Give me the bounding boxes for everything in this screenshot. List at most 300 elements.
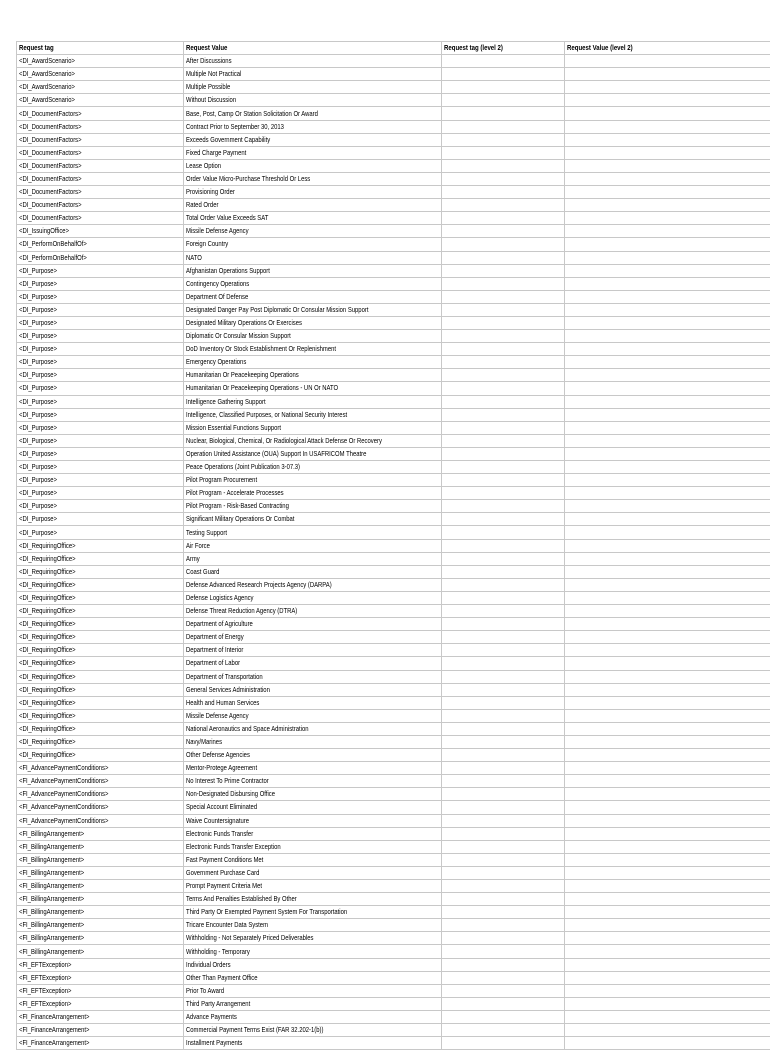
cell-request-tag: <DI_Purpose> <box>17 395 184 408</box>
cell-request-value: Peace Operations (Joint Publication 3-07.3) <box>184 461 442 474</box>
cell-request-tag-level-2 <box>442 303 565 316</box>
cell-request-value-level-2 <box>565 1010 770 1023</box>
cell-request-tag-level-2 <box>442 290 565 303</box>
table-row <box>17 1024 770 1037</box>
cell-request-tag-level-2 <box>442 880 565 893</box>
cell-request-tag-level-2 <box>442 1037 565 1050</box>
cell-request-value-level-2 <box>565 552 770 565</box>
cell-request-value-level-2 <box>565 840 770 853</box>
cell-request-tag-level-2 <box>442 893 565 906</box>
header-request-value: Request Value <box>184 42 442 55</box>
cell-request-value: Individual Orders <box>184 958 442 971</box>
cell-request-tag-level-2 <box>442 618 565 631</box>
cell-request-value-level-2 <box>565 801 770 814</box>
cell-request-tag-level-2 <box>442 461 565 474</box>
table-row <box>17 866 770 879</box>
table-row <box>17 657 770 670</box>
cell-request-tag: <FI_EFTException> <box>17 984 184 997</box>
cell-request-tag: <DI_RequiringOffice> <box>17 539 184 552</box>
cell-request-value: Withholding - Temporary <box>184 945 442 958</box>
cell-request-value: Intelligence, Classified Purposes, or National Security Interest <box>184 408 442 421</box>
table-row <box>17 447 770 460</box>
table-row <box>17 539 770 552</box>
cell-request-tag: <DI_Purpose> <box>17 513 184 526</box>
cell-request-value: Missile Defense Agency <box>184 709 442 722</box>
cell-request-value: Commercial Payment Terms Exist (FAR 32.202-1(b)) <box>184 1024 442 1037</box>
cell-request-value-level-2 <box>565 434 770 447</box>
cell-request-value-level-2 <box>565 539 770 552</box>
table-row <box>17 605 770 618</box>
cell-request-value: Pilot Program - Accelerate Processes <box>184 487 442 500</box>
cell-request-value-level-2 <box>565 1037 770 1050</box>
cell-request-tag: <DI_Purpose> <box>17 474 184 487</box>
cell-request-value-level-2 <box>565 395 770 408</box>
cell-request-tag-level-2 <box>442 670 565 683</box>
table-row <box>17 94 770 107</box>
cell-request-value-level-2 <box>565 107 770 120</box>
cell-request-tag-level-2 <box>442 945 565 958</box>
table-row <box>17 735 770 748</box>
cell-request-value: Fixed Charge Payment <box>184 146 442 159</box>
table-row <box>17 487 770 500</box>
cell-request-value: Exceeds Government Capability <box>184 133 442 146</box>
cell-request-value-level-2 <box>565 657 770 670</box>
cell-request-tag-level-2 <box>442 919 565 932</box>
cell-request-tag: <DI_DocumentFactors> <box>17 146 184 159</box>
cell-request-value-level-2 <box>565 251 770 264</box>
cell-request-value: Foreign Country <box>184 238 442 251</box>
cell-request-value: Emergency Operations <box>184 356 442 369</box>
cell-request-tag-level-2 <box>442 238 565 251</box>
cell-request-tag-level-2 <box>442 722 565 735</box>
cell-request-tag-level-2 <box>442 434 565 447</box>
cell-request-tag-level-2 <box>442 932 565 945</box>
cell-request-value-level-2 <box>565 945 770 958</box>
table-row <box>17 107 770 120</box>
table-row <box>17 565 770 578</box>
cell-request-tag-level-2 <box>442 369 565 382</box>
cell-request-tag-level-2 <box>442 958 565 971</box>
table-row <box>17 958 770 971</box>
cell-request-tag: <FI_BillingArrangement> <box>17 906 184 919</box>
cell-request-tag-level-2 <box>442 500 565 513</box>
cell-request-tag-level-2 <box>442 107 565 120</box>
table-row <box>17 919 770 932</box>
table-row <box>17 369 770 382</box>
cell-request-tag-level-2 <box>442 788 565 801</box>
cell-request-value-level-2 <box>565 330 770 343</box>
table-row <box>17 788 770 801</box>
cell-request-tag: <DI_RequiringOffice> <box>17 552 184 565</box>
cell-request-value: After Discussions <box>184 55 442 68</box>
cell-request-tag: <DI_RequiringOffice> <box>17 618 184 631</box>
table-row <box>17 81 770 94</box>
table-row <box>17 55 770 68</box>
table-row <box>17 513 770 526</box>
cell-request-tag: <FI_BillingArrangement> <box>17 840 184 853</box>
cell-request-value: Defense Logistics Agency <box>184 591 442 604</box>
cell-request-tag-level-2 <box>442 631 565 644</box>
cell-request-value: Missile Defense Agency <box>184 225 442 238</box>
cell-request-tag-level-2 <box>442 565 565 578</box>
table-row <box>17 971 770 984</box>
cell-request-tag-level-2 <box>442 81 565 94</box>
cell-request-value-level-2 <box>565 133 770 146</box>
cell-request-tag: <DI_Purpose> <box>17 316 184 329</box>
cell-request-tag: <DI_RequiringOffice> <box>17 696 184 709</box>
table-row <box>17 552 770 565</box>
cell-request-value: Humanitarian Or Peacekeeping Operations <box>184 369 442 382</box>
cell-request-value: Afghanistan Operations Support <box>184 264 442 277</box>
cell-request-value: Electronic Funds Transfer Exception <box>184 840 442 853</box>
cell-request-tag-level-2 <box>442 762 565 775</box>
cell-request-value: Multiple Possible <box>184 81 442 94</box>
cell-request-value-level-2 <box>565 212 770 225</box>
cell-request-value: Defense Advanced Research Projects Agency (DARPA) <box>184 578 442 591</box>
cell-request-tag: <DI_DocumentFactors> <box>17 107 184 120</box>
cell-request-tag: <DI_Purpose> <box>17 434 184 447</box>
cell-request-tag: <FI_BillingArrangement> <box>17 919 184 932</box>
cell-request-tag: <DI_RequiringOffice> <box>17 657 184 670</box>
cell-request-tag-level-2 <box>442 709 565 722</box>
table-row <box>17 827 770 840</box>
cell-request-tag: <FI_BillingArrangement> <box>17 827 184 840</box>
cell-request-tag: <DI_DocumentFactors> <box>17 186 184 199</box>
cell-request-tag-level-2 <box>442 984 565 997</box>
cell-request-tag: <FI_FinanceArrangement> <box>17 1024 184 1037</box>
cell-request-value-level-2 <box>565 316 770 329</box>
cell-request-value-level-2 <box>565 814 770 827</box>
cell-request-tag: <DI_Purpose> <box>17 264 184 277</box>
cell-request-tag-level-2 <box>442 827 565 840</box>
table-row <box>17 1010 770 1023</box>
cell-request-tag: <DI_Purpose> <box>17 447 184 460</box>
cell-request-tag: <DI_Purpose> <box>17 526 184 539</box>
cell-request-value: Army <box>184 552 442 565</box>
cell-request-value: National Aeronautics and Space Administration <box>184 722 442 735</box>
table-row <box>17 840 770 853</box>
cell-request-tag-level-2 <box>442 1010 565 1023</box>
table-row <box>17 68 770 81</box>
cell-request-value-level-2 <box>565 853 770 866</box>
cell-request-value-level-2 <box>565 474 770 487</box>
cell-request-tag: <DI_RequiringOffice> <box>17 709 184 722</box>
cell-request-tag: <DI_RequiringOffice> <box>17 722 184 735</box>
cell-request-value: Without Discussion <box>184 94 442 107</box>
cell-request-value: Mentor-Protege Agreement <box>184 762 442 775</box>
table-row <box>17 644 770 657</box>
cell-request-tag-level-2 <box>442 277 565 290</box>
cell-request-value: Special Account Eliminated <box>184 801 442 814</box>
cell-request-value-level-2 <box>565 172 770 185</box>
cell-request-value: Lease Option <box>184 159 442 172</box>
cell-request-tag: <FI_EFTException> <box>17 997 184 1010</box>
cell-request-value-level-2 <box>565 644 770 657</box>
cell-request-tag-level-2 <box>442 395 565 408</box>
cell-request-value-level-2 <box>565 618 770 631</box>
cell-request-tag: <DI_Purpose> <box>17 330 184 343</box>
table-row <box>17 395 770 408</box>
cell-request-value-level-2 <box>565 264 770 277</box>
table-row <box>17 461 770 474</box>
cell-request-value-level-2 <box>565 146 770 159</box>
cell-request-value-level-2 <box>565 55 770 68</box>
table-row <box>17 356 770 369</box>
cell-request-value-level-2 <box>565 238 770 251</box>
table-row <box>17 264 770 277</box>
cell-request-value-level-2 <box>565 670 770 683</box>
cell-request-value: Department of Transportation <box>184 670 442 683</box>
table-row <box>17 316 770 329</box>
cell-request-value: Navy/Marines <box>184 735 442 748</box>
cell-request-tag: <FI_AdvancePaymentConditions> <box>17 762 184 775</box>
cell-request-tag-level-2 <box>442 382 565 395</box>
cell-request-tag: <DI_Purpose> <box>17 277 184 290</box>
cell-request-tag: <DI_RequiringOffice> <box>17 591 184 604</box>
cell-request-value: Department of Interior <box>184 644 442 657</box>
cell-request-tag: <FI_FinanceArrangement> <box>17 1010 184 1023</box>
cell-request-value: Base, Post, Camp Or Station Solicitation Or Award <box>184 107 442 120</box>
cell-request-value-level-2 <box>565 526 770 539</box>
cell-request-value-level-2 <box>565 421 770 434</box>
cell-request-tag: <FI_BillingArrangement> <box>17 945 184 958</box>
cell-request-tag: <DI_DocumentFactors> <box>17 120 184 133</box>
cell-request-tag-level-2 <box>442 343 565 356</box>
cell-request-tag: <DI_RequiringOffice> <box>17 735 184 748</box>
cell-request-tag-level-2 <box>442 539 565 552</box>
cell-request-value-level-2 <box>565 997 770 1010</box>
cell-request-value-level-2 <box>565 919 770 932</box>
cell-request-tag: <DI_Purpose> <box>17 408 184 421</box>
cell-request-value: Other Defense Agencies <box>184 749 442 762</box>
cell-request-value-level-2 <box>565 565 770 578</box>
cell-request-value-level-2 <box>565 605 770 618</box>
cell-request-value-level-2 <box>565 461 770 474</box>
cell-request-tag: <DI_AwardScenario> <box>17 94 184 107</box>
table-row <box>17 709 770 722</box>
cell-request-value: Significant Military Operations Or Combat <box>184 513 442 526</box>
cell-request-value: Operation United Assistance (OUA) Support In USAFRICOM Theatre <box>184 447 442 460</box>
cell-request-tag-level-2 <box>442 853 565 866</box>
table-row <box>17 186 770 199</box>
cell-request-value: Advance Payments <box>184 1010 442 1023</box>
table-row <box>17 526 770 539</box>
cell-request-value: Coast Guard <box>184 565 442 578</box>
cell-request-value: Tricare Encounter Data System <box>184 919 442 932</box>
cell-request-tag: <FI_AdvancePaymentConditions> <box>17 814 184 827</box>
cell-request-value-level-2 <box>565 447 770 460</box>
cell-request-tag: <FI_BillingArrangement> <box>17 932 184 945</box>
cell-request-tag-level-2 <box>442 199 565 212</box>
cell-request-value-level-2 <box>565 906 770 919</box>
cell-request-tag: <DI_RequiringOffice> <box>17 578 184 591</box>
table-row <box>17 945 770 958</box>
cell-request-tag: <DI_RequiringOffice> <box>17 670 184 683</box>
cell-request-value-level-2 <box>565 958 770 971</box>
cell-request-value: Pilot Program - Risk-Based Contracting <box>184 500 442 513</box>
cell-request-value: Diplomatic Or Consular Mission Support <box>184 330 442 343</box>
cell-request-value-level-2 <box>565 880 770 893</box>
cell-request-value-level-2 <box>565 827 770 840</box>
table-row <box>17 225 770 238</box>
cell-request-tag: <DI_AwardScenario> <box>17 81 184 94</box>
cell-request-value: Installment Payments <box>184 1037 442 1050</box>
cell-request-tag: <DI_RequiringOffice> <box>17 683 184 696</box>
cell-request-value: Prior To Award <box>184 984 442 997</box>
table-row <box>17 578 770 591</box>
cell-request-tag: <DI_RequiringOffice> <box>17 749 184 762</box>
cell-request-value-level-2 <box>565 866 770 879</box>
cell-request-value: Total Order Value Exceeds SAT <box>184 212 442 225</box>
cell-request-tag: <DI_Purpose> <box>17 461 184 474</box>
cell-request-tag: <DI_DocumentFactors> <box>17 199 184 212</box>
cell-request-value: Fast Payment Conditions Met <box>184 853 442 866</box>
cell-request-value: Humanitarian Or Peacekeeping Operations - UN Or NATO <box>184 382 442 395</box>
cell-request-tag: <FI_AdvancePaymentConditions> <box>17 775 184 788</box>
cell-request-value: General Services Administration <box>184 683 442 696</box>
table-row <box>17 120 770 133</box>
cell-request-value-level-2 <box>565 343 770 356</box>
cell-request-tag: <FI_BillingArrangement> <box>17 853 184 866</box>
cell-request-value-level-2 <box>565 749 770 762</box>
cell-request-tag: <DI_DocumentFactors> <box>17 133 184 146</box>
table-row <box>17 421 770 434</box>
cell-request-value: Mission Essential Functions Support <box>184 421 442 434</box>
cell-request-tag-level-2 <box>442 55 565 68</box>
cell-request-tag-level-2 <box>442 421 565 434</box>
cell-request-value: Department of Labor <box>184 657 442 670</box>
table-row <box>17 762 770 775</box>
cell-request-value: Other Than Payment Office <box>184 971 442 984</box>
table-row <box>17 434 770 447</box>
table-row <box>17 997 770 1010</box>
cell-request-value-level-2 <box>565 382 770 395</box>
cell-request-tag: <FI_BillingArrangement> <box>17 866 184 879</box>
cell-request-tag-level-2 <box>442 447 565 460</box>
table-row <box>17 172 770 185</box>
cell-request-tag-level-2 <box>442 840 565 853</box>
cell-request-value-level-2 <box>565 81 770 94</box>
table-row <box>17 290 770 303</box>
cell-request-tag: <FI_AdvancePaymentConditions> <box>17 801 184 814</box>
table-row <box>17 932 770 945</box>
cell-request-value: Department of Energy <box>184 631 442 644</box>
cell-request-value-level-2 <box>565 120 770 133</box>
cell-request-tag: <DI_Purpose> <box>17 500 184 513</box>
cell-request-value-level-2 <box>565 408 770 421</box>
cell-request-value: Terms And Penalties Established By Other <box>184 893 442 906</box>
cell-request-value: Health and Human Services <box>184 696 442 709</box>
cell-request-tag-level-2 <box>442 120 565 133</box>
cell-request-tag-level-2 <box>442 513 565 526</box>
cell-request-tag-level-2 <box>442 146 565 159</box>
cell-request-tag: <DI_Purpose> <box>17 356 184 369</box>
cell-request-value-level-2 <box>565 762 770 775</box>
cell-request-tag-level-2 <box>442 605 565 618</box>
cell-request-value-level-2 <box>565 788 770 801</box>
cell-request-value: Contingency Operations <box>184 277 442 290</box>
cell-request-value-level-2 <box>565 303 770 316</box>
cell-request-value-level-2 <box>565 722 770 735</box>
cell-request-value-level-2 <box>565 591 770 604</box>
header-request-tag: Request tag <box>17 42 184 55</box>
cell-request-tag: <DI_RequiringOffice> <box>17 565 184 578</box>
spreadsheet <box>16 41 770 1050</box>
cell-request-tag-level-2 <box>442 696 565 709</box>
cell-request-value-level-2 <box>565 971 770 984</box>
cell-request-value: Waive Countersignature <box>184 814 442 827</box>
cell-request-value-level-2 <box>565 487 770 500</box>
cell-request-tag-level-2 <box>442 814 565 827</box>
cell-request-value-level-2 <box>565 290 770 303</box>
cell-request-tag: <DI_Purpose> <box>17 421 184 434</box>
cell-request-tag-level-2 <box>442 212 565 225</box>
cell-request-value-level-2 <box>565 893 770 906</box>
cell-request-value-level-2 <box>565 68 770 81</box>
cell-request-tag-level-2 <box>442 68 565 81</box>
cell-request-value: Contract Prior to September 30, 2013 <box>184 120 442 133</box>
cell-request-value-level-2 <box>565 984 770 997</box>
table-row <box>17 199 770 212</box>
cell-request-value: Third Party Or Exempted Payment System For Transportation <box>184 906 442 919</box>
table-row <box>17 146 770 159</box>
cell-request-tag-level-2 <box>442 133 565 146</box>
cell-request-value: Rated Order <box>184 199 442 212</box>
cell-request-tag-level-2 <box>442 172 565 185</box>
table-row <box>17 408 770 421</box>
table-row <box>17 343 770 356</box>
header-row <box>17 42 770 55</box>
cell-request-value: Department of Agriculture <box>184 618 442 631</box>
cell-request-tag-level-2 <box>442 683 565 696</box>
cell-request-value-level-2 <box>565 775 770 788</box>
cell-request-tag-level-2 <box>442 906 565 919</box>
cell-request-tag-level-2 <box>442 356 565 369</box>
cell-request-tag: <DI_RequiringOffice> <box>17 631 184 644</box>
cell-request-tag: <DI_PerformOnBehalfOf> <box>17 251 184 264</box>
table-row <box>17 814 770 827</box>
cell-request-value-level-2 <box>565 631 770 644</box>
table-row <box>17 775 770 788</box>
cell-request-tag-level-2 <box>442 264 565 277</box>
cell-request-tag: <DI_PerformOnBehalfOf> <box>17 238 184 251</box>
cell-request-value-level-2 <box>565 735 770 748</box>
cell-request-tag-level-2 <box>442 225 565 238</box>
cell-request-tag-level-2 <box>442 474 565 487</box>
cell-request-tag-level-2 <box>442 775 565 788</box>
cell-request-tag: <FI_FinanceArrangement> <box>17 1037 184 1050</box>
table-row <box>17 500 770 513</box>
cell-request-value: Government Purchase Card <box>184 866 442 879</box>
cell-request-value: Non-Designated Disbursing Office <box>184 788 442 801</box>
header-request-tag-level-2: Request tag (level 2) <box>442 42 565 55</box>
cell-request-tag-level-2 <box>442 735 565 748</box>
cell-request-value: Designated Danger Pay Post Diplomatic Or Consular Mission Support <box>184 303 442 316</box>
cell-request-tag: <DI_RequiringOffice> <box>17 644 184 657</box>
cell-request-value: DoD Inventory Or Stock Establishment Or Replenishment <box>184 343 442 356</box>
table-row <box>17 251 770 264</box>
cell-request-tag-level-2 <box>442 997 565 1010</box>
cell-request-value: Department Of Defense <box>184 290 442 303</box>
cell-request-value-level-2 <box>565 500 770 513</box>
table-row <box>17 382 770 395</box>
table-row <box>17 749 770 762</box>
cell-request-tag-level-2 <box>442 408 565 421</box>
cell-request-value-level-2 <box>565 94 770 107</box>
cell-request-tag-level-2 <box>442 552 565 565</box>
table-row <box>17 238 770 251</box>
cell-request-tag: <FI_EFTException> <box>17 971 184 984</box>
